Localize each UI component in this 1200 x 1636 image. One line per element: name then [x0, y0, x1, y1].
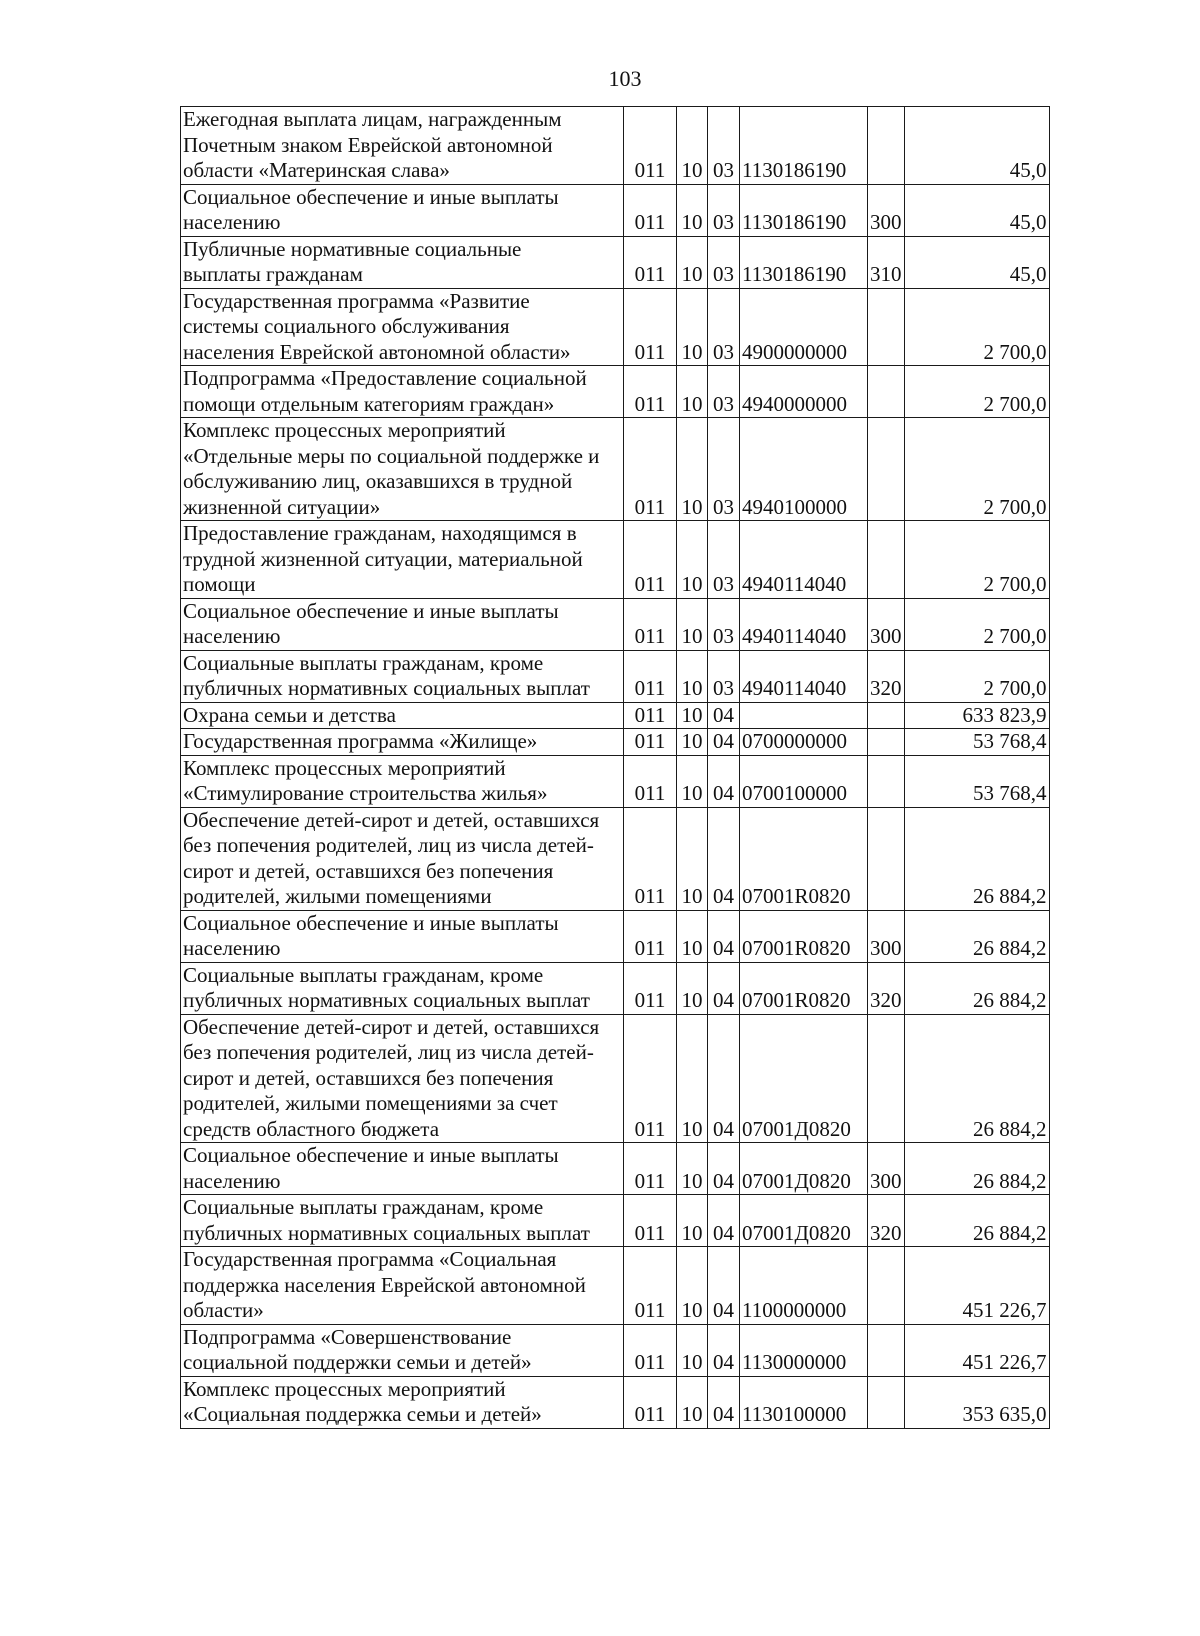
table-row — [181, 107, 1050, 185]
table-row — [181, 1376, 1050, 1428]
target-article-cell: 07001R0820 — [740, 962, 868, 1014]
amount-cell: 26 884,2 — [904, 1014, 1049, 1143]
item-name-cell — [181, 702, 624, 729]
item-name-line: «Отдельные меры по социальной поддержке и — [183, 443, 600, 468]
target-article-cell: 0700100000 — [740, 755, 868, 807]
subsection-code-cell: 04 — [708, 910, 740, 962]
amount-cell: 451 226,7 — [904, 1324, 1049, 1376]
ministry-code-cell: 011 — [624, 1247, 677, 1325]
amount-cell: 26 884,2 — [904, 1143, 1049, 1195]
table-row — [181, 910, 1050, 962]
item-name-line: Обеспечение детей-сирот и детей, оставшихся — [183, 1014, 600, 1039]
ministry-code-cell: 011 — [624, 418, 677, 521]
expense-type-cell — [868, 1376, 905, 1428]
item-name-line: Государственная программа «Жилище» — [183, 729, 538, 753]
item-name-line: средств областного бюджета — [183, 1116, 440, 1141]
item-name-line: поддержка населения Еврейской автономной — [183, 1272, 586, 1297]
expense-type-cell — [868, 1247, 905, 1325]
item-name-cell — [181, 236, 624, 288]
budget-table — [180, 106, 1050, 1429]
ministry-code-cell: 011 — [624, 1143, 677, 1195]
subsection-code-cell: 03 — [708, 236, 740, 288]
table-row — [181, 702, 1050, 729]
table-row — [181, 1324, 1050, 1376]
amount-cell: 26 884,2 — [904, 910, 1049, 962]
expense-type-cell: 300 — [868, 184, 905, 236]
table-row — [181, 650, 1050, 702]
amount-cell: 26 884,2 — [904, 807, 1049, 910]
ministry-code-cell: 011 — [624, 1324, 677, 1376]
target-article-cell: 1100000000 — [740, 1247, 868, 1325]
item-name-line: Государственная программа «Развитие — [183, 288, 530, 313]
table-row — [181, 521, 1050, 599]
table-row — [181, 1143, 1050, 1195]
expense-type-cell: 300 — [868, 598, 905, 650]
ministry-code-cell: 011 — [624, 521, 677, 599]
section-code-cell: 10 — [677, 1376, 708, 1428]
section-code-cell: 10 — [677, 910, 708, 962]
target-article-cell: 1130000000 — [740, 1324, 868, 1376]
ministry-code-cell: 011 — [624, 755, 677, 807]
ministry-code-cell: 011 — [624, 702, 677, 729]
subsection-code-cell: 03 — [708, 107, 740, 185]
expense-type-cell — [868, 807, 905, 910]
ministry-code-cell: 011 — [624, 729, 677, 756]
ministry-code-cell: 011 — [624, 1376, 677, 1428]
target-article-cell: 1130100000 — [740, 1376, 868, 1428]
expense-type-cell — [868, 702, 905, 729]
subsection-code-cell: 03 — [708, 366, 740, 418]
section-code-cell: 10 — [677, 236, 708, 288]
section-code-cell: 10 — [677, 521, 708, 599]
expense-type-cell: 300 — [868, 910, 905, 962]
ministry-code-cell: 011 — [624, 1195, 677, 1247]
section-code-cell: 10 — [677, 1143, 708, 1195]
item-name-line: Обеспечение детей-сирот и детей, оставшихся — [183, 807, 600, 832]
section-code-cell: 10 — [677, 1195, 708, 1247]
target-article-cell: 4940100000 — [740, 418, 868, 521]
item-name-line: Подпрограмма «Предоставление социальной — [183, 366, 587, 390]
item-name-line: Предоставление гражданам, находящимся в — [183, 521, 577, 545]
subsection-code-cell: 04 — [708, 1247, 740, 1325]
item-name-line: населению — [183, 624, 281, 648]
target-article-cell: 4940114040 — [740, 521, 868, 599]
expense-type-cell — [868, 288, 905, 366]
item-name-line: помощи — [183, 572, 256, 596]
section-code-cell: 10 — [677, 418, 708, 521]
item-name-line: обслуживанию лиц, оказавшихся в трудной — [183, 469, 573, 493]
item-name-line: населению — [183, 210, 281, 234]
ministry-code-cell: 011 — [624, 650, 677, 702]
item-name-line: жизненной ситуации» — [183, 494, 381, 519]
item-name-cell — [181, 366, 624, 418]
expense-type-cell: 310 — [868, 236, 905, 288]
item-name-cell — [181, 1247, 624, 1325]
subsection-code-cell: 04 — [708, 1376, 740, 1428]
item-name-line: социальной поддержки семьи и детей» — [183, 1350, 532, 1374]
section-code-cell: 10 — [677, 650, 708, 702]
section-code-cell: 10 — [677, 729, 708, 756]
amount-cell: 2 700,0 — [904, 366, 1049, 418]
table-row — [181, 418, 1050, 521]
subsection-code-cell: 04 — [708, 729, 740, 756]
amount-cell: 2 700,0 — [904, 288, 1049, 366]
item-name-line: области «Материнская слава» — [183, 158, 450, 182]
item-name-cell — [181, 962, 624, 1014]
item-name-cell — [181, 755, 624, 807]
table-row — [181, 366, 1050, 418]
item-name-line: Комплекс процессных мероприятий — [183, 1376, 506, 1401]
ministry-code-cell: 011 — [624, 107, 677, 185]
target-article-cell: 4900000000 — [740, 288, 868, 366]
amount-cell: 353 635,0 — [904, 1376, 1049, 1428]
ministry-code-cell: 011 — [624, 962, 677, 1014]
target-article-cell: 1130186190 — [740, 236, 868, 288]
section-code-cell: 10 — [677, 598, 708, 650]
amount-cell: 2 700,0 — [904, 521, 1049, 599]
section-code-cell: 10 — [677, 366, 708, 418]
expense-type-cell — [868, 1014, 905, 1143]
item-name-cell — [181, 1014, 624, 1143]
table-row — [181, 1014, 1050, 1143]
subsection-code-cell: 03 — [708, 521, 740, 599]
item-name-line: «Стимулирование строительства жилья» — [183, 781, 548, 805]
item-name-cell — [181, 107, 624, 185]
item-name-line: области» — [183, 1298, 264, 1322]
item-name-line: Государственная программа «Социальная — [183, 1247, 557, 1271]
item-name-line: населению — [183, 1168, 281, 1193]
table-row — [181, 598, 1050, 650]
item-name-cell — [181, 1195, 624, 1247]
subsection-code-cell: 03 — [708, 650, 740, 702]
item-name-cell — [181, 729, 624, 756]
item-name-cell — [181, 910, 624, 962]
target-article-cell: 07001Д0820 — [740, 1143, 868, 1195]
item-name-line: Комплекс процессных мероприятий — [183, 418, 506, 442]
target-article-cell: 07001R0820 — [740, 910, 868, 962]
subsection-code-cell: 04 — [708, 1014, 740, 1143]
amount-cell: 26 884,2 — [904, 962, 1049, 1014]
item-name-line: родителей, жилыми помещениями — [183, 884, 492, 908]
expense-type-cell — [868, 755, 905, 807]
item-name-line: Подпрограмма «Совершенствование — [183, 1324, 512, 1349]
target-article-cell: 07001Д0820 — [740, 1014, 868, 1143]
amount-cell: 53 768,4 — [904, 755, 1049, 807]
expense-type-cell: 320 — [868, 1195, 905, 1247]
expense-type-cell — [868, 1324, 905, 1376]
ministry-code-cell: 011 — [624, 366, 677, 418]
item-name-line: помощи отдельным категориям граждан» — [183, 391, 555, 416]
subsection-code-cell: 04 — [708, 702, 740, 729]
item-name-line: выплаты гражданам — [183, 262, 363, 286]
item-name-cell — [181, 521, 624, 599]
amount-cell: 633 823,9 — [904, 702, 1049, 729]
item-name-line: публичных нормативных социальных выплат — [183, 1220, 590, 1245]
amount-cell: 45,0 — [904, 107, 1049, 185]
table-row — [181, 962, 1050, 1014]
item-name-cell — [181, 184, 624, 236]
amount-cell: 2 700,0 — [904, 418, 1049, 521]
item-name-cell — [181, 598, 624, 650]
ministry-code-cell: 011 — [624, 807, 677, 910]
table-row — [181, 184, 1050, 236]
expense-type-cell: 320 — [868, 650, 905, 702]
item-name-line: без попечения родителей, лиц из числа детей- — [183, 833, 594, 857]
item-name-line: Социальное обеспечение и иные выплаты — [183, 1143, 559, 1167]
subsection-code-cell: 04 — [708, 1143, 740, 1195]
item-name-line: сирот и детей, оставшихся без попечения — [183, 1065, 554, 1090]
expense-type-cell: 300 — [868, 1143, 905, 1195]
table-row — [181, 1195, 1050, 1247]
ministry-code-cell: 011 — [624, 598, 677, 650]
section-code-cell: 10 — [677, 962, 708, 1014]
amount-cell: 45,0 — [904, 236, 1049, 288]
table-row — [181, 288, 1050, 366]
target-article-cell: 07001R0820 — [740, 807, 868, 910]
page-number: 103 — [608, 66, 642, 91]
target-article-cell: 0700000000 — [740, 729, 868, 756]
item-name-line: публичных нормативных социальных выплат — [183, 988, 590, 1012]
subsection-code-cell: 03 — [708, 288, 740, 366]
amount-cell: 53 768,4 — [904, 729, 1049, 756]
item-name-line: Социальные выплаты гражданам, кроме — [183, 1195, 544, 1219]
amount-cell: 2 700,0 — [904, 650, 1049, 702]
item-name-line: Комплекс процессных мероприятий — [183, 755, 506, 780]
subsection-code-cell: 03 — [708, 184, 740, 236]
ministry-code-cell: 011 — [624, 184, 677, 236]
expense-type-cell — [868, 521, 905, 599]
expense-type-cell — [868, 107, 905, 185]
item-name-line: Социальное обеспечение и иные выплаты — [183, 598, 559, 623]
expense-type-cell — [868, 729, 905, 756]
section-code-cell: 10 — [677, 1014, 708, 1143]
item-name-line: «Социальная поддержка семьи и детей» — [183, 1402, 542, 1426]
table-row — [181, 807, 1050, 910]
section-code-cell: 10 — [677, 807, 708, 910]
item-name-line: системы социального обслуживания — [183, 314, 510, 338]
amount-cell: 26 884,2 — [904, 1195, 1049, 1247]
expense-type-cell — [868, 418, 905, 521]
item-name-line: населению — [183, 936, 281, 960]
table-row — [181, 1247, 1050, 1325]
item-name-line: без попечения родителей, лиц из числа детей- — [183, 1040, 594, 1064]
table-row — [181, 729, 1050, 756]
table-row — [181, 236, 1050, 288]
table-row — [181, 755, 1050, 807]
target-article-cell: 07001Д0820 — [740, 1195, 868, 1247]
section-code-cell: 10 — [677, 755, 708, 807]
item-name-line: Социальные выплаты гражданам, кроме — [183, 962, 544, 987]
item-name-line: населения Еврейской автономной области» — [183, 339, 571, 364]
section-code-cell: 10 — [677, 1247, 708, 1325]
amount-cell: 451 226,7 — [904, 1247, 1049, 1325]
target-article-cell: 4940114040 — [740, 650, 868, 702]
subsection-code-cell: 03 — [708, 598, 740, 650]
expense-type-cell — [868, 366, 905, 418]
item-name-cell — [181, 1324, 624, 1376]
ministry-code-cell: 011 — [624, 1014, 677, 1143]
item-name-line: Социальное обеспечение и иные выплаты — [183, 184, 559, 209]
target-article-cell: 4940000000 — [740, 366, 868, 418]
subsection-code-cell: 04 — [708, 962, 740, 1014]
subsection-code-cell: 04 — [708, 1195, 740, 1247]
amount-cell: 2 700,0 — [904, 598, 1049, 650]
item-name-line: публичных нормативных социальных выплат — [183, 676, 590, 700]
item-name-line: родителей, жилыми помещениями за счет — [183, 1091, 558, 1115]
subsection-code-cell: 04 — [708, 755, 740, 807]
item-name-line: Охрана семьи и детства — [183, 702, 396, 727]
item-name-cell — [181, 1143, 624, 1195]
item-name-line: Социальные выплаты гражданам, кроме — [183, 650, 544, 675]
amount-cell: 45,0 — [904, 184, 1049, 236]
target-article-cell: 1130186190 — [740, 107, 868, 185]
target-article-cell: 1130186190 — [740, 184, 868, 236]
section-code-cell: 10 — [677, 1324, 708, 1376]
target-article-cell: 4940114040 — [740, 598, 868, 650]
section-code-cell: 10 — [677, 107, 708, 185]
item-name-cell — [181, 650, 624, 702]
table-body — [181, 107, 1050, 1429]
expense-type-cell: 320 — [868, 962, 905, 1014]
subsection-code-cell: 03 — [708, 418, 740, 521]
subsection-code-cell: 04 — [708, 807, 740, 910]
section-code-cell: 10 — [677, 288, 708, 366]
item-name-line: трудной жизненной ситуации, материальной — [183, 546, 583, 571]
ministry-code-cell: 011 — [624, 236, 677, 288]
item-name-cell — [181, 418, 624, 521]
ministry-code-cell: 011 — [624, 288, 677, 366]
item-name-line: Ежегодная выплата лицам, награжденным — [183, 107, 562, 131]
target-article-cell — [740, 702, 868, 729]
subsection-code-cell: 04 — [708, 1324, 740, 1376]
item-name-line: сирот и детей, оставшихся без попечения — [183, 858, 554, 883]
section-code-cell: 10 — [677, 184, 708, 236]
item-name-line: Почетным знаком Еврейской автономной — [183, 132, 553, 157]
item-name-line: Публичные нормативные социальные — [183, 236, 522, 261]
ministry-code-cell: 011 — [624, 910, 677, 962]
item-name-cell — [181, 288, 624, 366]
item-name-line: Социальное обеспечение и иные выплаты — [183, 910, 559, 935]
section-code-cell: 10 — [677, 702, 708, 729]
item-name-cell — [181, 1376, 624, 1428]
item-name-cell — [181, 807, 624, 910]
